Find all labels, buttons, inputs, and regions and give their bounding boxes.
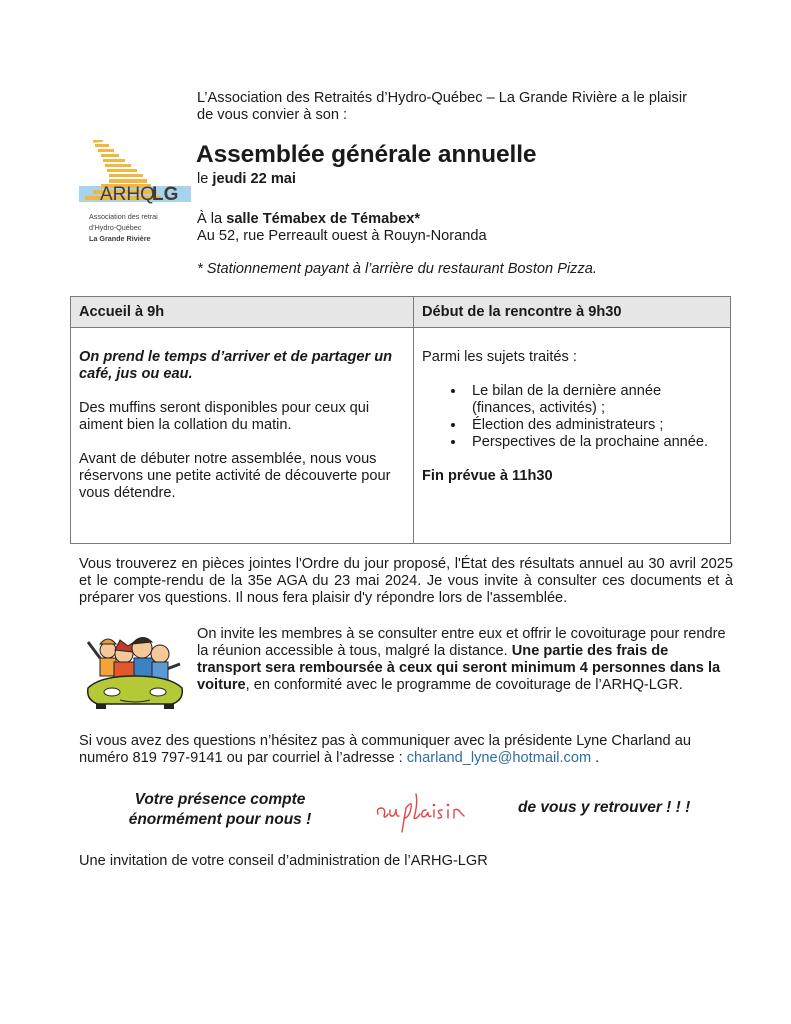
contact-text: Si vous avez des questions n’hésitez pas à communiquer avec la présidente Lyne Charland au numéro 819 797-9141 ou par courriel à l’adresse :	[79, 733, 691, 766]
event-venue	[197, 211, 487, 245]
intro-line-1: L’Association des Retraités d’Hydro-Québec – La Grande Rivière a le plaisir	[197, 90, 687, 106]
venue-address: Au 52, rue Perreault ouest à Rouyn-Noranda	[197, 228, 487, 244]
contact-paragraph	[79, 733, 739, 767]
parking-note: * Stationnement payant à l’arrière du restaurant Boston Pizza.	[197, 261, 597, 277]
svg-text:Association des retrai: Association des retrai	[89, 212, 158, 221]
intro-line-2: de vous convier à son :	[197, 107, 348, 123]
topic-item: • Le bilan de la dernière année (finances, activités) ;	[466, 383, 722, 417]
svg-text:LG: LG	[152, 184, 179, 205]
carpool-text-intro: On invite les membres à se consulter entre eux et offrir le covoiturage pour rendre la réunion accessible à tous, malgré la distance.	[197, 626, 726, 659]
email-link[interactable]: charland_lyne@hotmail.com	[406, 750, 592, 766]
welcome-cell	[71, 328, 414, 544]
venue-name: salle Témabex de Témabex*	[226, 211, 421, 227]
carpool-text-end: , en conformité avec le programme de covoiturage de l’ARHQ-LGR.	[245, 677, 683, 693]
documents-paragraph: Vous trouverez en pièces jointes l'Ordre du jour proposé, l'État des résultats annuel au 30 avril 2025 et le compte-rendu de la 35e AGA du 23 mai 2024. Je vous invite à consulter ces documents et à préparer vos questions. Il nous fera plaisir d'y répondre lors de l'assemblée.	[79, 556, 733, 606]
welcome-activity: Avant de débuter notre assemblée, nous vous réservons une petite activité de découverte pour vous détendre.	[79, 451, 391, 501]
date-value: jeudi 22 mai	[212, 171, 296, 187]
arhqlg-logo	[79, 140, 191, 250]
date-prefix: le	[197, 171, 213, 187]
slogan-retrouver: de vous y retrouver ! ! !	[518, 799, 691, 816]
footer-invitation: Une invitation de votre conseil d’administration de l’ARHG-LGR	[79, 853, 488, 869]
topics-intro: Parmi les sujets traités :	[422, 349, 577, 365]
welcome-highlight: On prend le temps d’arriver et de partager un café, jus ou eau.	[79, 349, 393, 382]
staircase-logo-icon	[79, 140, 191, 250]
handwritten-signature-icon	[372, 788, 472, 836]
agenda-header-row	[71, 297, 731, 328]
svg-text:La Grande Rivière: La Grande Rivière	[89, 234, 151, 243]
welcome-muffins: Des muffins seront disponibles pour ceux qui aiment bien la collation du matin.	[79, 400, 370, 433]
meeting-cell	[414, 328, 731, 544]
slogan-line-1: Votre présence compte	[134, 791, 306, 808]
contact-text-end: .	[591, 750, 600, 766]
svg-text:ARHQ: ARHQ	[100, 184, 155, 205]
au-plaisir-signature	[372, 788, 472, 836]
topics-list	[422, 383, 722, 451]
slogan-line-2: énormément pour nous !	[128, 811, 312, 828]
intro-text	[197, 90, 737, 124]
carpool-illustration	[80, 630, 190, 710]
topic-item: • Perspectives de la prochaine année.	[466, 434, 722, 451]
carpool-paragraph	[197, 626, 727, 694]
header-welcome: Accueil à 9h	[71, 297, 414, 328]
page-title: Assemblée générale annuelle	[196, 141, 537, 168]
car-with-people-icon	[80, 630, 190, 710]
svg-text:d’Hydro-Québec: d’Hydro-Québec	[89, 223, 142, 232]
agenda-table	[70, 296, 731, 544]
slogan-presence	[110, 790, 330, 830]
venue-prefix: À la	[197, 211, 227, 227]
header-meeting-start: Début de la rencontre à 9h30	[414, 297, 731, 328]
agenda-body-row	[71, 328, 731, 544]
end-time: Fin prévue à 11h30	[422, 468, 553, 484]
topic-item: • Élection des administrateurs ;	[466, 417, 722, 434]
carpool-reimbursement: Une partie des frais de transport sera remboursée à ceux qui seront minimum 4 personnes dans la voiture	[197, 643, 721, 693]
event-date	[197, 171, 296, 188]
